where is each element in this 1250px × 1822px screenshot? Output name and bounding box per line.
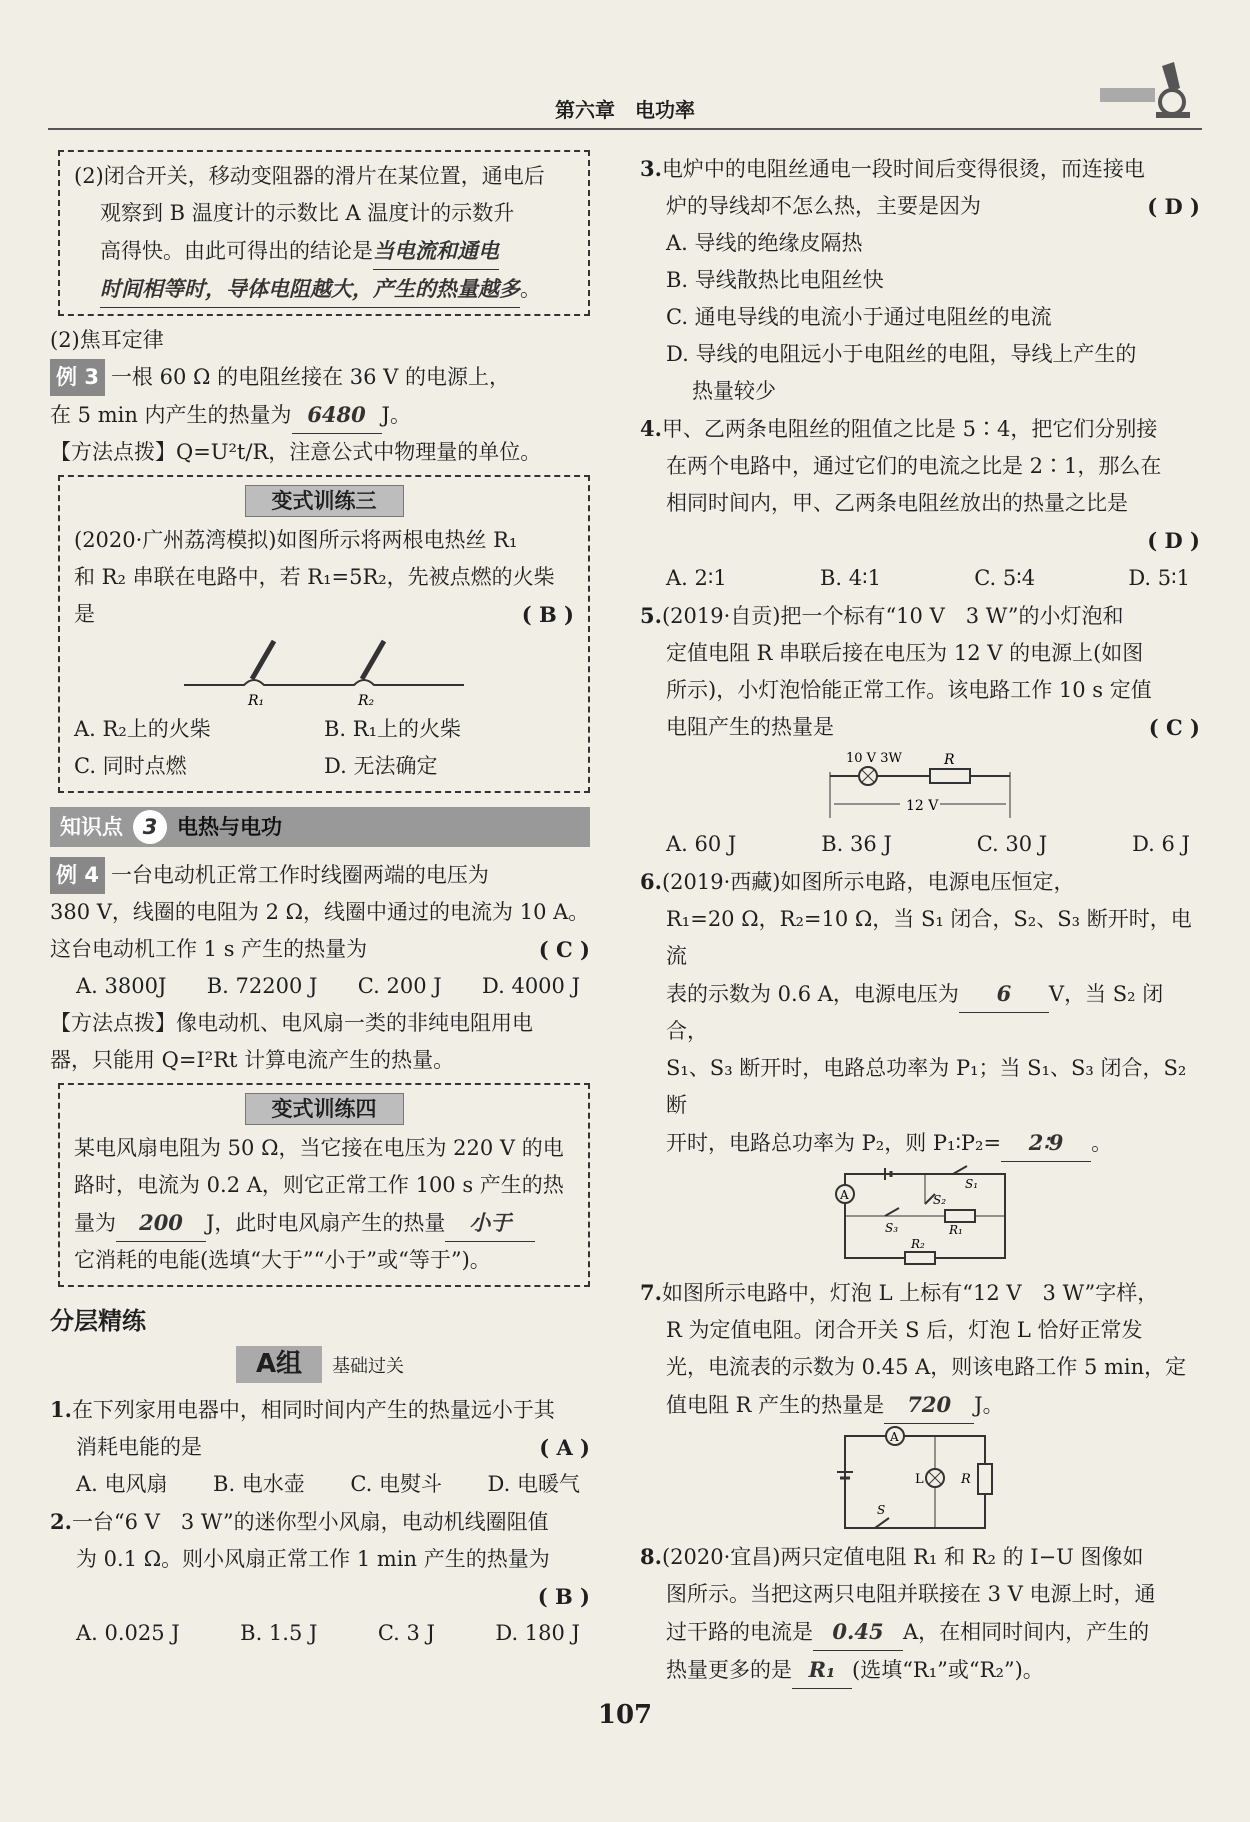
ammeter-label: A bbox=[840, 1188, 849, 1202]
resistor-label: R bbox=[961, 1472, 971, 1487]
page-header bbox=[48, 92, 1202, 130]
r1-label: R₁ bbox=[949, 1223, 963, 1237]
method-tip: 【方法点拨】像电动机、电风扇一类的非纯电阻用电 bbox=[50, 1011, 533, 1035]
text-line bbox=[74, 270, 574, 308]
text-span: 。 bbox=[1091, 1131, 1113, 1155]
option-c[interactable]: C. 3 J bbox=[377, 1621, 435, 1645]
option-c[interactable]: C. 5∶4 bbox=[974, 566, 1036, 590]
text-span: 表的示数为 0.6 A，电源电压为 bbox=[666, 982, 959, 1006]
r1-label: R₁ bbox=[248, 693, 265, 709]
text-span: 如图所示电路中，灯泡 L 上标有“12 V 3 W”字样， bbox=[661, 1281, 1159, 1305]
question-6 bbox=[640, 863, 1200, 901]
option-a[interactable]: A. R₂上的火柴 bbox=[74, 717, 211, 741]
microscope-logo-icon bbox=[1100, 58, 1190, 122]
circuit-switches-figure bbox=[825, 1164, 1015, 1272]
text-span: 电阻产生的热量是 bbox=[666, 715, 834, 739]
text-line: 定值电阻 R 串联后接在电压为 12 V 的电源上(如图 bbox=[666, 641, 1144, 665]
answer-blank: 2∶9 bbox=[1001, 1124, 1091, 1162]
variant-training-3 bbox=[58, 475, 590, 793]
text-line bbox=[640, 522, 1200, 560]
text-span: 是 bbox=[74, 602, 95, 626]
ammeter-label: A bbox=[890, 1430, 899, 1444]
example-tag bbox=[50, 359, 105, 396]
text-line: 所示)，小灯泡恰能正常工作。该电路工作 10 s 定值 bbox=[666, 678, 1152, 702]
option-a[interactable]: A. 0.025 J bbox=[76, 1621, 180, 1645]
answer-blank: R₁ bbox=[792, 1651, 852, 1689]
text-line: 路时，电流为 0.2 A，则它正常工作 100 s 产生的热 bbox=[74, 1173, 564, 1197]
text-span: 在下列家用电器中，相同时间内产生的热量远小于其 bbox=[71, 1398, 555, 1422]
question-number: 7. bbox=[640, 1280, 662, 1305]
circuit-lamp-resistor-figure bbox=[820, 748, 1020, 824]
example-3 bbox=[50, 359, 590, 396]
text-span: 值电阻 R 产生的热量是 bbox=[666, 1393, 885, 1417]
text-span: J，此时电风扇产生的热量 bbox=[206, 1211, 446, 1235]
text-line: 图所示。当把这两只电阻并联接在 3 V 电源上时，通 bbox=[666, 1582, 1156, 1606]
r2-label: R₂ bbox=[358, 693, 375, 709]
text-line bbox=[74, 232, 574, 270]
option-d[interactable]: D. 导线的电阻远小于电阻丝的电阻，导线上产生的 bbox=[666, 342, 1137, 366]
example-tag bbox=[50, 857, 105, 894]
option-a[interactable]: A. 2∶1 bbox=[666, 566, 727, 590]
option-b[interactable]: B. 1.5 J bbox=[240, 1621, 318, 1645]
answer-choice: ( C ) bbox=[538, 937, 590, 962]
text-span: (选填“R₁”或“R₂”)。 bbox=[852, 1658, 1044, 1682]
question-number: 1. bbox=[50, 1397, 72, 1422]
kp-title: 电热与电功 bbox=[177, 814, 282, 839]
option-b[interactable]: B. 导线散热比电阻丝快 bbox=[666, 268, 884, 292]
text-span: 在 5 min 内产生的热量为 bbox=[50, 403, 292, 427]
question-7 bbox=[640, 1274, 1200, 1312]
knowledge-point-banner bbox=[50, 807, 590, 847]
text-line bbox=[640, 709, 1200, 746]
text-line bbox=[74, 1204, 574, 1242]
answer-choice: ( D ) bbox=[1147, 194, 1200, 219]
example-number: 3 bbox=[84, 365, 99, 389]
s3-label: S₃ bbox=[885, 1221, 899, 1235]
option-c[interactable]: C. 同时点燃 bbox=[74, 754, 187, 778]
text-span: J。 bbox=[974, 1393, 1004, 1417]
resistor-label: R bbox=[944, 752, 955, 768]
text-span: 过干路的电流是 bbox=[666, 1620, 813, 1644]
text-span: 一根 60 Ω 的电阻丝接在 36 V 的电源上， bbox=[110, 365, 511, 389]
answer-choice: ( A ) bbox=[539, 1435, 590, 1460]
text-line: (2020·广州荔湾模拟)如图所示将两根电热丝 R₁ bbox=[74, 528, 518, 552]
text-span: 这台电动机工作 1 s 产生的热量为 bbox=[50, 937, 368, 961]
text-line: 380 V，线圈的电阻为 2 Ω，线圈中通过的电流为 10 A。 bbox=[50, 900, 590, 924]
text-line: 在两个电路中，通过它们的电流之比是 2∶1，那么在 bbox=[666, 454, 1162, 478]
group-name: A组 bbox=[236, 1346, 322, 1383]
option-d[interactable]: D. 5∶1 bbox=[1128, 566, 1190, 590]
text-span: (2020·宜昌)两只定值电阻 R₁ 和 R₂ 的 I−U 图像如 bbox=[661, 1545, 1144, 1569]
circuit-lamp-parallel-figure bbox=[835, 1426, 1005, 1536]
text-line: (2)闭合开关，移动变阻器的滑片在某位置，通电后 bbox=[74, 164, 545, 188]
text-line: 光，电流表的示数为 0.45 A，则该电路工作 5 min，定 bbox=[666, 1355, 1187, 1379]
text-line bbox=[640, 1651, 1200, 1689]
training-title bbox=[74, 1091, 574, 1128]
option-d[interactable]: D. 180 J bbox=[495, 1621, 580, 1645]
method-tip: 【方法点拨】Q=U²t/R，注意公式中物理量的单位。 bbox=[50, 440, 542, 464]
group-desc: 基础过关 bbox=[332, 1356, 405, 1377]
answer-blank: 小于 bbox=[445, 1204, 535, 1242]
subsection-joule-law: (2)焦耳定律 bbox=[50, 328, 164, 352]
question-number: 2. bbox=[50, 1509, 72, 1534]
training-title-text: 变式训练三 bbox=[245, 485, 404, 517]
question-8 bbox=[640, 1538, 1200, 1576]
text-line: S₁、S₃ 断开时，电路总功率为 P₁；当 S₁、S₃ 闭合，S₂ 断 bbox=[666, 1056, 1187, 1117]
kp-number: 3 bbox=[133, 810, 167, 844]
s2-label: S₂ bbox=[933, 1193, 947, 1207]
example-4 bbox=[50, 857, 590, 894]
option-b[interactable]: B. 72200 J bbox=[206, 974, 318, 998]
text-line: 为 0.1 Ω。则小风扇正常工作 1 min 产生的热量为 bbox=[76, 1547, 550, 1571]
option-a[interactable]: A. 导线的绝缘皮隔热 bbox=[666, 231, 863, 255]
example-label: 例 bbox=[56, 863, 77, 887]
question-number: 8. bbox=[640, 1544, 662, 1569]
answer-blank: 720 bbox=[884, 1386, 974, 1424]
text-span: (2019·西藏)如图所示电路，电源电压恒定， bbox=[661, 870, 1075, 894]
answer-choice: ( D ) bbox=[1147, 528, 1200, 553]
question-1 bbox=[50, 1391, 590, 1429]
option-c[interactable]: C. 200 J bbox=[357, 974, 442, 998]
option-d[interactable]: D. 4000 J bbox=[482, 974, 580, 998]
example-label: 例 bbox=[56, 365, 77, 389]
option-d[interactable]: D. 无法确定 bbox=[324, 754, 438, 778]
text-span: 消耗电能的是 bbox=[76, 1435, 202, 1459]
option-b[interactable]: B. 电水壶 bbox=[213, 1472, 305, 1496]
option-b[interactable]: B. R₁上的火柴 bbox=[324, 717, 462, 741]
page-number: 107 bbox=[597, 1700, 653, 1730]
text-span: 一台电动机正常工作时线圈两端的电压为 bbox=[110, 863, 489, 887]
question-4 bbox=[640, 410, 1200, 448]
option-b[interactable]: B. 4∶1 bbox=[819, 566, 881, 590]
text-line bbox=[50, 1429, 590, 1466]
question-5 bbox=[640, 597, 1200, 635]
option-a[interactable]: A. 电风扇 bbox=[76, 1472, 168, 1496]
text-span: 。 bbox=[520, 277, 541, 301]
answer-choice: ( C ) bbox=[1148, 715, 1200, 740]
text-span: 甲、乙两条电阻丝的阻值之比是 5∶4，把它们分别接 bbox=[661, 417, 1158, 441]
text-span: 开时，电路总功率为 P₂，则 P₁∶P₂= bbox=[666, 1131, 1002, 1155]
text-line bbox=[74, 596, 574, 633]
answer-blank: 6480 bbox=[292, 396, 382, 434]
method-tip: 器，只能用 Q=I²Rt 计算电流产生的热量。 bbox=[50, 1048, 455, 1072]
question-3 bbox=[640, 150, 1200, 188]
option-c[interactable]: C. 电熨斗 bbox=[350, 1472, 443, 1496]
answer-blank: 当电流和通电 bbox=[373, 232, 499, 270]
options bbox=[640, 560, 1200, 597]
right-column bbox=[640, 150, 1200, 1689]
s1-label: S₁ bbox=[965, 1177, 979, 1191]
text-line: 相同时间内，甲、乙两条电阻丝放出的热量之比是 bbox=[666, 491, 1128, 515]
text-line: 和 R₂ 串联在电路中，若 R₁=5R₂，先被点燃的火柴 bbox=[74, 565, 555, 589]
text-line bbox=[640, 1386, 1200, 1424]
option-d[interactable]: D. 6 J bbox=[1132, 832, 1190, 856]
text-span: J。 bbox=[381, 403, 411, 427]
text-line: R 为定值电阻。闭合开关 S 后，灯泡 L 恰好正常发 bbox=[666, 1318, 1143, 1342]
options bbox=[74, 711, 574, 785]
switch-label: S bbox=[877, 1503, 886, 1517]
lamp-l-label: L bbox=[915, 1472, 924, 1487]
option-b[interactable]: B. 36 J bbox=[821, 832, 892, 856]
text-span: 电炉中的电阻丝通电一段时间后变得很烫，而连接电 bbox=[661, 157, 1145, 181]
text-span: 炉的导线却不怎么热，主要是因为 bbox=[666, 194, 981, 218]
r2-label: R₂ bbox=[911, 1237, 925, 1251]
option-d-cont: 热量较少 bbox=[692, 379, 776, 403]
answer-choice: ( B ) bbox=[537, 1584, 590, 1609]
question-number: 6. bbox=[640, 869, 662, 894]
lamp-label: 10 V 3W bbox=[846, 751, 902, 766]
text-line bbox=[640, 188, 1200, 225]
chapter-title: 第六章 电功率 bbox=[555, 98, 695, 122]
options bbox=[50, 1615, 590, 1652]
answer-blank: 0.45 bbox=[813, 1613, 903, 1651]
option-c[interactable]: C. 通电导线的电流小于通过电阻丝的电流 bbox=[666, 305, 1052, 329]
text-span: 一台“6 V 3 W”的迷你型小风扇，电动机线圈阻值 bbox=[71, 1510, 549, 1534]
options bbox=[640, 826, 1200, 863]
text-span: V，当 S₂ 闭合， bbox=[666, 982, 1164, 1043]
text-line bbox=[50, 1578, 590, 1615]
text-line bbox=[640, 1124, 1200, 1162]
option-d[interactable]: D. 电暖气 bbox=[487, 1472, 580, 1496]
text-span: A，在相同时间内，产生的 bbox=[903, 1620, 1150, 1644]
variant-training-4 bbox=[58, 1083, 590, 1287]
training-title-text: 变式训练四 bbox=[245, 1093, 404, 1125]
text-line: 观察到 B 温度计的示数比 A 温度计的示数升 bbox=[100, 201, 515, 225]
options bbox=[50, 1466, 590, 1503]
experiment-conclusion-box bbox=[58, 150, 590, 316]
answer-blank: 6 bbox=[959, 975, 1049, 1013]
section-title: 分层精练 bbox=[50, 1307, 146, 1335]
voltage-label: 12 V bbox=[906, 798, 939, 814]
option-c[interactable]: C. 30 J bbox=[976, 832, 1048, 856]
text-span: 量为 bbox=[74, 1211, 116, 1235]
text-span: 高得快。由此可得出的结论是 bbox=[100, 239, 373, 263]
training-title bbox=[74, 483, 574, 520]
left-column bbox=[50, 150, 590, 1652]
answer-blank: 时间相等时，导体电阻越大，产生的热量越多 bbox=[100, 270, 520, 308]
text-line: 它消耗的电能(选填“大于”“小于”或“等于”)。 bbox=[74, 1248, 491, 1272]
matches-on-wires-figure bbox=[164, 635, 484, 709]
option-a[interactable]: A. 3800J bbox=[76, 974, 167, 998]
text-line bbox=[640, 1613, 1200, 1651]
answer-choice: ( B ) bbox=[521, 602, 574, 627]
text-line: 某电风扇电阻为 50 Ω，当它接在电压为 220 V 的电 bbox=[74, 1136, 564, 1160]
text-line bbox=[50, 396, 590, 434]
text-line: R₁=20 Ω，R₂=10 Ω，当 S₁ 闭合，S₂、S₃ 断开时，电流 bbox=[666, 907, 1192, 968]
options bbox=[50, 968, 590, 1005]
question-number: 3. bbox=[640, 156, 662, 181]
question-number: 4. bbox=[640, 416, 662, 441]
text-span: 热量更多的是 bbox=[666, 1658, 792, 1682]
option-a[interactable]: A. 60 J bbox=[666, 832, 737, 856]
text-line bbox=[50, 931, 590, 968]
answer-blank: 200 bbox=[116, 1204, 206, 1242]
kp-label: 知识点 bbox=[60, 814, 123, 839]
text-line bbox=[640, 975, 1200, 1050]
question-2 bbox=[50, 1503, 590, 1541]
group-heading bbox=[50, 1346, 590, 1385]
question-number: 5. bbox=[640, 603, 662, 628]
text-span: (2019·自贡)把一个标有“10 V 3 W”的小灯泡和 bbox=[661, 604, 1124, 628]
example-number: 4 bbox=[84, 863, 99, 887]
